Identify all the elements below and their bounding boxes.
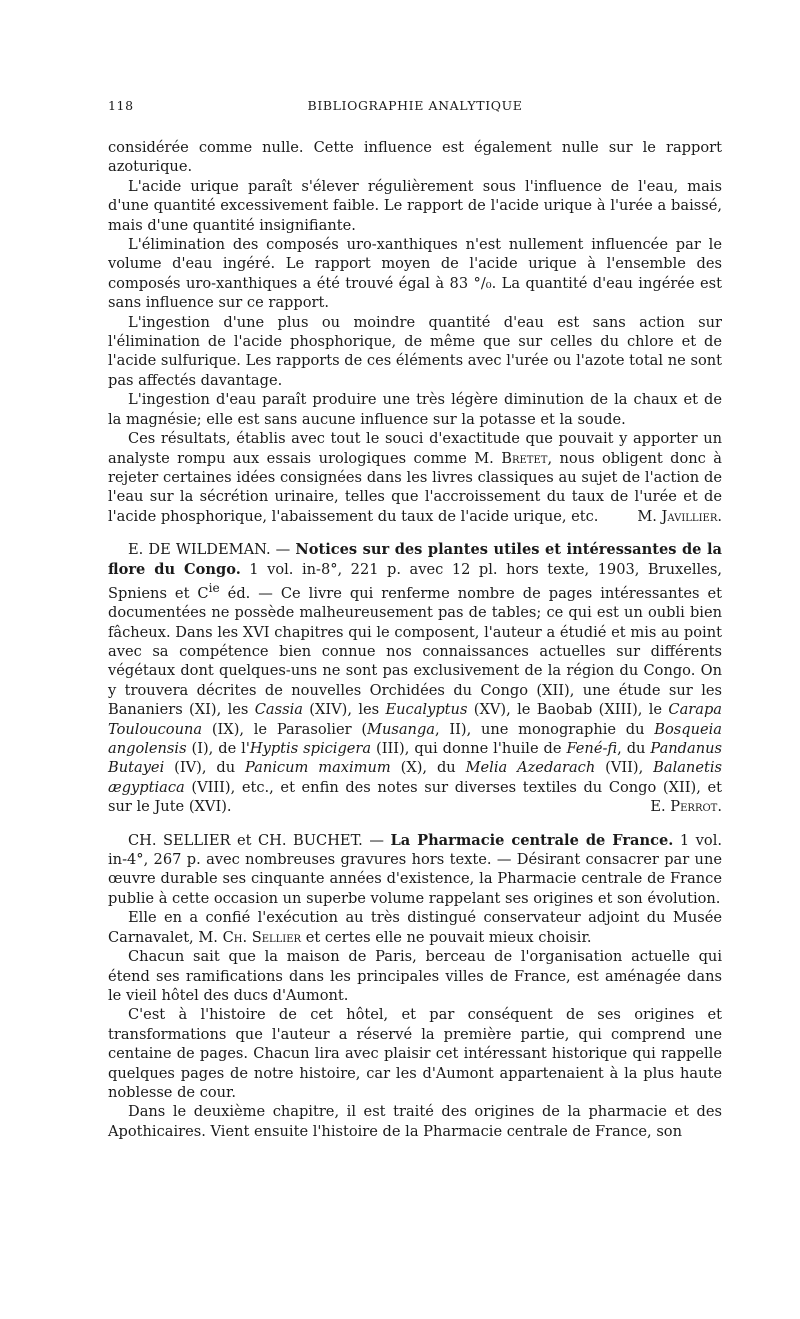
paragraph <box>108 540 722 817</box>
species-name: Balanetis ægyptiaca <box>108 759 722 796</box>
text-run: (III), qui donne l'huile de <box>371 740 567 758</box>
review-de-wildeman <box>108 540 722 817</box>
cited-name: Ch. Sellier <box>222 928 302 946</box>
text-run: (XIV), les <box>302 701 386 719</box>
text-run: (X), du <box>390 759 466 777</box>
text-run: (IX), le Parasolier ( <box>202 720 368 738</box>
text-run: (VIII), etc., et enfin des notes sur diverses textiles du Congo (XII), et sur le Jute (XVI). <box>108 778 722 816</box>
text-run: (VII), <box>595 759 654 777</box>
reviewer-signature: E. Perrot. <box>650 798 722 816</box>
paragraph: Dans le deuxième chapitre, il est traité des origines de la pharmacie et des Apothicaires. Vient ensuite l'histoire de la Pharmacie centrale de France, son <box>108 1103 722 1140</box>
text-run: (IV), du <box>164 759 245 777</box>
species-name: Panicum maximum <box>245 759 391 777</box>
paragraph: L'ingestion d'eau paraît produire une très légère diminution de la chaux et de la magnésie; elle est sans aucune influence sur la potasse et la soude. <box>108 391 722 428</box>
species-name: Bosqueia angolensis <box>108 720 722 758</box>
paragraph: L'élimination des composés uro-xanthiques n'est nullement influencée par le volume d'eau ingéré. Le rapport moyen de l'acide urique à l'ensemble des composés uro-xanthiques a été trouvé égal à 83 °/₀. La quantité d'eau ingérée est sans influence sur ce rapport. <box>108 236 722 312</box>
review-javillier <box>108 138 722 526</box>
paragraph: L'ingestion d'une plus ou moindre quantité d'eau est sans action sur l'élimination de l'acide phosphorique, de même que sur celles du chlore et de l'acide sulfurique. Les rapports de ces éléments avec l'urée ou l'azote total ne sont pas affectés davantage. <box>108 313 722 389</box>
species-name: Melia Azedarach <box>465 759 596 777</box>
superscript: ie <box>208 580 220 595</box>
text-run: Ces résultats, établis avec tout le souci d'exactitude que pouvait y apporter un analyste rompu aux essais urologiques comme M. <box>108 430 722 467</box>
review-sellier-buchet <box>108 831 722 1142</box>
paragraph <box>108 908 722 947</box>
running-title: BIBLIOGRAPHIE ANALYTIQUE <box>307 98 523 113</box>
text-run: , du <box>617 740 651 758</box>
page-number: 118 <box>108 98 134 113</box>
entry-title: Notices sur des plantes utiles et intéressantes de la flore du Congo. <box>108 541 722 578</box>
species-name: Musanga <box>367 720 435 738</box>
text-run: 1 vol. in-4°, 267 p. avec nombreuses gravures hors texte. — Désirant consacrer par une œuvre durable ses cinquante années d'existence, la Pharmacie centrale de France publie à cette occasion un superbe volume rappelant ses origines et son évolution. <box>108 831 723 907</box>
paragraph: C'est à l'histoire de cet hôtel, et par conséquent de ses origines et transformations que l'auteur a réservé la première partie, qui comprend une centaine de pages. Chacun lira avec plaisir cet intéressant historique qui rappelle quelques pages de notre histoire, car les d'Aumont appartenaient à la plus haute noblesse de cour. <box>108 1006 722 1101</box>
page-header <box>108 96 722 118</box>
species-name: Eucalyptus <box>385 701 468 719</box>
species-name: Fené-fi <box>566 740 618 758</box>
entry-author: E. DE WILDEMAN. <box>128 541 271 559</box>
entry-author: CH. SELLIER et CH. BUCHET. <box>128 831 363 849</box>
species-name: Cassia <box>254 701 303 719</box>
paragraph <box>108 831 722 909</box>
paragraph: L'acide urique paraît s'élever régulièrement sous l'influence de l'eau, mais d'une quantité excessivement faible. Le rapport de l'acide urique à l'urée a baissé, mais d'une quantité insignifiante. <box>108 177 722 234</box>
species-name: Hyptis spicigera <box>249 740 372 758</box>
document-page <box>108 96 722 1141</box>
reviewer-signature: M. Javillier. <box>637 507 722 525</box>
text-run: (I), de l' <box>186 740 250 758</box>
paragraph: Chacun sait que la maison de Paris, berceau de l'organisation actuelle qui étend ses ramifications dans les principales villes de France, est aménagée dans le vieil hôtel des ducs d'Aumont. <box>108 948 722 1004</box>
text-run: 1 vol. in-8°, 221 p. avec 12 pl. hors texte, 1903, Bruxelles, Spniens et C <box>108 560 722 602</box>
text-run: et certes elle ne pouvait mieux choisir. <box>301 928 592 946</box>
text-run: Elle en a confié l'exécution au très distingué conservateur adjoint du Musée Carnavalet, M. <box>108 909 722 946</box>
paragraph: considérée comme nulle. Cette influence est également nulle sur le rapport azoturique. <box>108 139 722 176</box>
text-run: (XV), le Baobab (XIII), le <box>467 701 669 719</box>
species-name: Pandanus Butayei <box>108 740 722 777</box>
text-run: — <box>270 541 296 559</box>
text-run: , nous obligent donc à rejeter certaines idées consignées dans les livres classiques au sujet de l'action de l'eau sur la sécrétion urinaire, telles que l'accroissement du taux de l'urée et de l'acide phosphorique, l'abaissement du taux de l'acide urique, etc. <box>108 449 722 525</box>
cited-name: Bretet <box>501 449 548 467</box>
paragraph <box>108 429 722 526</box>
species-name: Carapa Touloucouna <box>108 701 722 738</box>
entry-title: La Pharmacie centrale de France. <box>390 831 674 849</box>
text-run: — <box>362 831 391 849</box>
text-run: éd. — Ce livre qui renferme nombre de pages intéressantes et documentées ne possède malheureusement pas de tables; ce qui est un oubli bien fâcheux. Dans les XVI chapitres qui le composent, l'auteur a étudié et mis au point avec sa compétence bien connue nos connaissances actuelles sur différents végétaux dont quelques-uns ne sont pas exclusivement de la région du Congo. On y trouvera décrites de nouvelles Orchidées du Congo (XII), une étude sur les Bananiers (XI), les <box>108 584 722 719</box>
text-run: , II), une monographie du <box>435 720 655 738</box>
